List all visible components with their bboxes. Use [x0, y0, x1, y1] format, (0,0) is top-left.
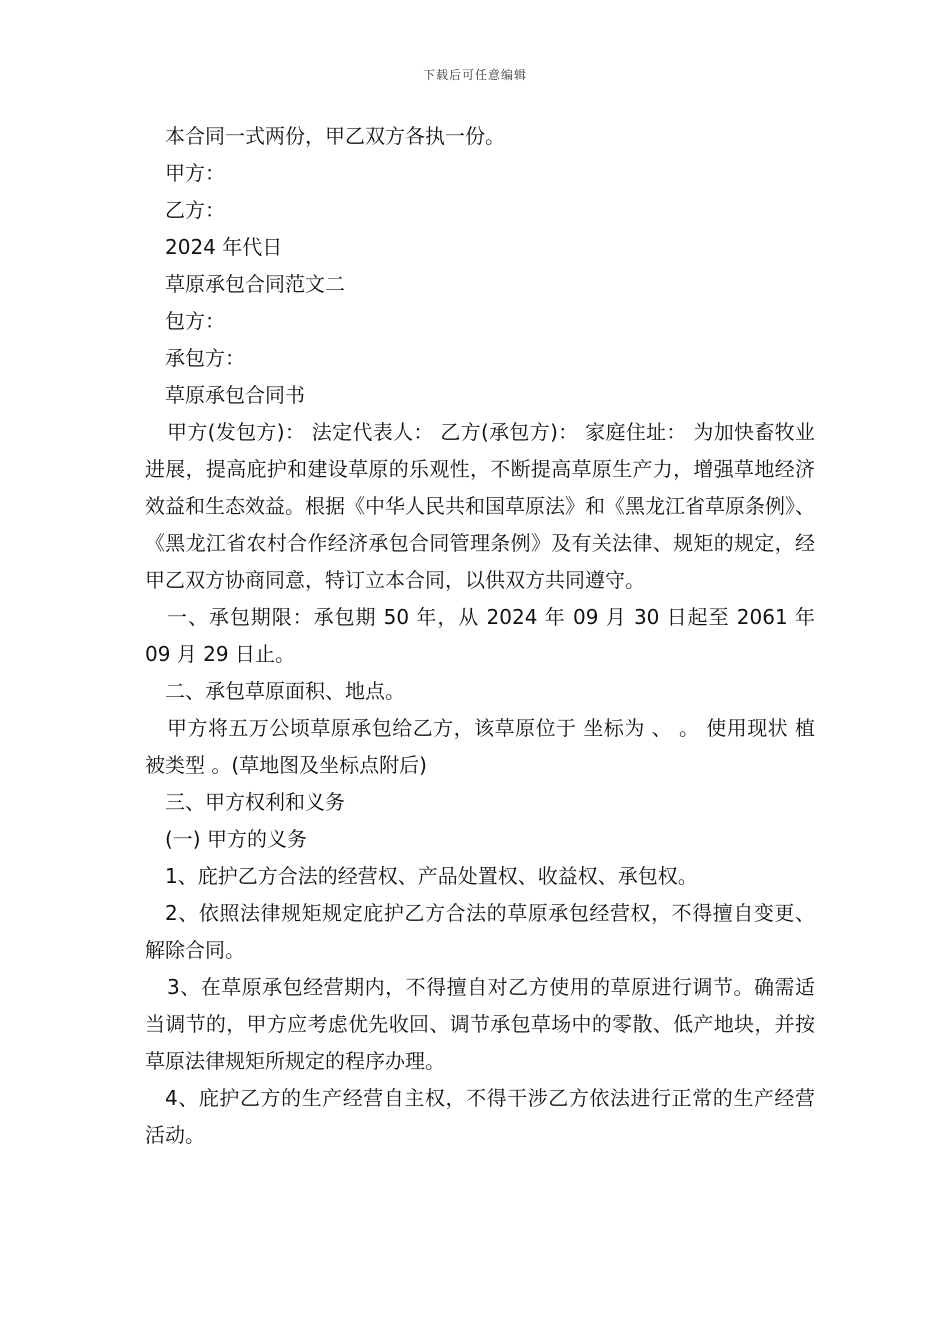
- paragraph-item-3: 3、在草原承包经营期内，不得擅自对乙方使用的草原进行调节。确需适当调节的，甲方应考虑优先收回、调节承包草场中的零散、低产地块，并按草原法律规矩所规定的程序办理。: [145, 975, 815, 1073]
- paragraph-item-1: 1、庇护乙方合法的经营权、产品处置权、收益权、承包权。: [165, 864, 698, 888]
- paragraph-rights-heading: 三、甲方权利和义务: [165, 790, 345, 814]
- paragraph-item-4: 4、庇护乙方的生产经营自主权，不得干涉乙方依法进行正常的生产经营活动。: [145, 1086, 815, 1147]
- paragraph-obligations-heading: (一) 甲方的义务: [165, 827, 307, 851]
- paragraph-copies: 本合同一式两份，甲乙双方各执一份。: [165, 124, 505, 148]
- paragraph-date: 2024 年代日: [165, 235, 283, 259]
- paragraph-party-b: 乙方：: [165, 198, 225, 222]
- paragraph-area-heading: 二、承包草原面积、地点。: [165, 679, 405, 703]
- page-header: 下载后可任意编辑: [422, 68, 527, 82]
- paragraph-party-a: 甲方：: [165, 161, 225, 185]
- paragraph-term: 一、承包期限：承包期 50 年，从 2024 年 09 月 30 日起至 2061 年 09 月 29 日止。: [145, 605, 815, 666]
- paragraph-item-2: 2、依照法律规矩规定庇护乙方合法的草原承包经营权，不得擅自变更、解除合同。: [145, 901, 815, 962]
- paragraph-sample-title: 草原承包合同范文二: [165, 272, 345, 296]
- document-body: [145, 118, 815, 1154]
- paragraph-area-detail: 甲方将五万公顷草原承包给乙方，该草原位于 坐标为 、 。 使用现状 植被类型 。(草地图及坐标点附后): [145, 716, 815, 777]
- paragraph-contractor: 承包方：: [165, 346, 245, 370]
- paragraph-contract-title: 草原承包合同书: [165, 383, 305, 407]
- paragraph-preamble: 甲方(发包方)： 法定代表人： 乙方(承包方)： 家庭住址： 为加快畜牧业进展，提高庇护和建设草原的乐观性，不断提高草原生产力，增强草地经济效益和生态效益。根据《中华人民共和国草原法》和《黑龙江省草原条例》、《黑龙江省农村合作经济承包合同管理条例》及有关法律、规矩的规定，经甲乙双方协商同意，特订立本合同，以供双方共同遵守。: [145, 420, 815, 592]
- paragraph-contracting-party: 包方：: [165, 309, 225, 333]
